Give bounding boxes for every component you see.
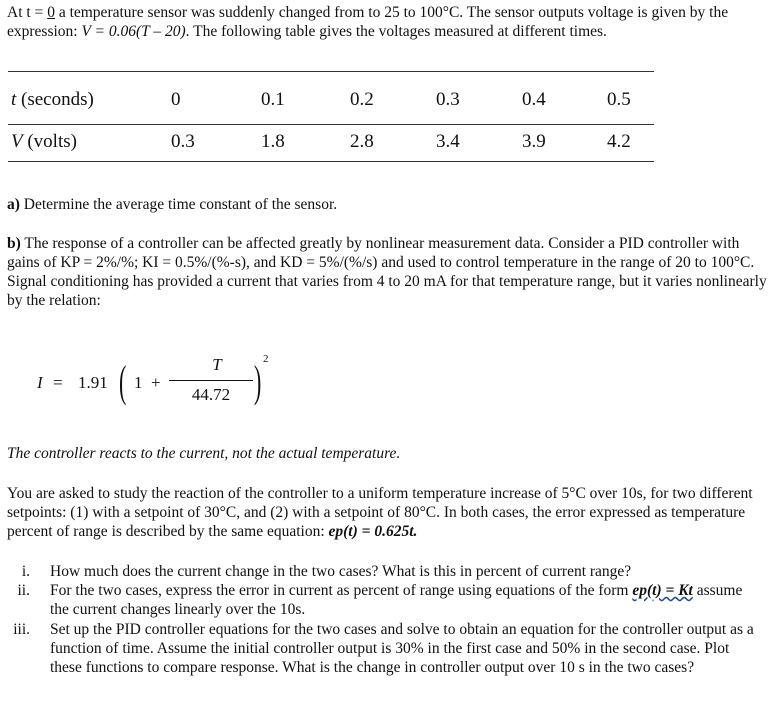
list-item-text-after: assume the current changes linearly over the 10s. — [50, 582, 743, 618]
error-equation: ep(t) = 0.625t. — [328, 523, 418, 540]
table-cell: 0.4 — [522, 89, 546, 110]
study-paragraph — [7, 484, 769, 541]
list-item-text: How much does the current change in the two cases? What is this in percent of current range? — [50, 563, 632, 580]
controller-note: The controller reacts to the current, not the actual temperature. — [7, 445, 401, 462]
time-label: t (seconds) — [11, 89, 94, 110]
intro-prefix: At t = — [7, 4, 48, 21]
question-b — [7, 234, 769, 310]
table-cell: 2.8 — [350, 131, 374, 152]
table-cell: 0.3 — [171, 131, 195, 152]
formula-numerator: T — [212, 355, 222, 374]
formula-one: 1 — [134, 373, 143, 392]
formula-right-paren: ) — [254, 357, 262, 406]
table-bottom-rule — [8, 161, 654, 162]
table-cell: 0.1 — [261, 89, 285, 110]
voltage-label: V (volts) — [11, 131, 77, 152]
table-cell: 0.3 — [436, 89, 460, 110]
formula-left-paren: ( — [119, 357, 127, 406]
formula-denominator: 44.72 — [191, 385, 231, 404]
table-cell: 4.2 — [607, 131, 631, 152]
error-form-equation: ep(t) = Kt — [632, 582, 693, 599]
table-row-time — [8, 80, 654, 116]
current-formula — [37, 353, 267, 413]
list-item-text: Set up the PID controller equations for the two cases and solve to obtain an equation for the controller output as a function of time. Assume the initial controller output is 30% in the first case and 50% in the second case. Plot these functions to compare response. What is the change in controller output over 10 s in the two cases? — [50, 621, 754, 676]
list-item-number: ii. — [17, 582, 30, 599]
list-item-text — [50, 581, 762, 619]
question-b-label: b) — [7, 235, 21, 252]
intro-paragraph — [7, 3, 769, 41]
intro-tail: . The following table gives the voltages measured at different times. — [185, 23, 607, 40]
formula-exponent: 2 — [263, 353, 269, 365]
formula-plus: + — [151, 373, 161, 392]
formula-coefficient: 1.91 — [78, 373, 108, 392]
table-cell: 0.5 — [607, 89, 631, 110]
intro-rest: a temperature sensor was suddenly changed from to 25 to 100°C. The sensor outputs voltage is given by the expression: — [7, 4, 729, 40]
table-row-voltage — [8, 122, 654, 158]
study-paragraph-text: You are asked to study the reaction of the controller to a uniform temperature increase of 5°C over 10s, for two different setpoints: (1) with a setpoint of 30°C, and (2) with a setpoint of 80°C. In both cases, the error expressed as temperature percent of range is described by the same equation: — [7, 485, 753, 540]
list-item-number: i. — [21, 563, 30, 580]
table-cell: 3.9 — [522, 131, 546, 152]
question-a-label: a) — [7, 196, 20, 213]
fraction-bar — [169, 380, 253, 381]
intro-expression: V = 0.06(T – 20) — [81, 23, 186, 40]
table-cell: 0.2 — [350, 89, 374, 110]
table-top-rule — [8, 71, 654, 72]
table-cell: 1.8 — [261, 131, 285, 152]
table-cell: 3.4 — [436, 131, 460, 152]
list-item-number: iii. — [13, 621, 30, 638]
question-a-text: Determine the average time constant of the sensor. — [19, 196, 338, 213]
intro-t-value: 0 — [47, 4, 55, 21]
question-a — [7, 195, 769, 214]
list-item-text-part: For the two cases, express the error in current as percent of range using equations of the form — [50, 582, 633, 599]
formula-equals: = — [53, 373, 63, 392]
question-b-text: The response of a controller can be affected greatly by nonlinear measurement data. Consider a PID controller with gains of KP = 2%/%; KI = 0.5%/(%-s), and KD = 5%/(%/s) and used to control temperature in the range of 20 to 100°C. Signal conditioning has provided a current that varies from 4 to 20 mA for that temperature range, but it varies nonlinearly by the relation: — [7, 235, 767, 309]
table-cell: 0 — [171, 89, 181, 110]
formula-lhs: I — [37, 373, 43, 392]
